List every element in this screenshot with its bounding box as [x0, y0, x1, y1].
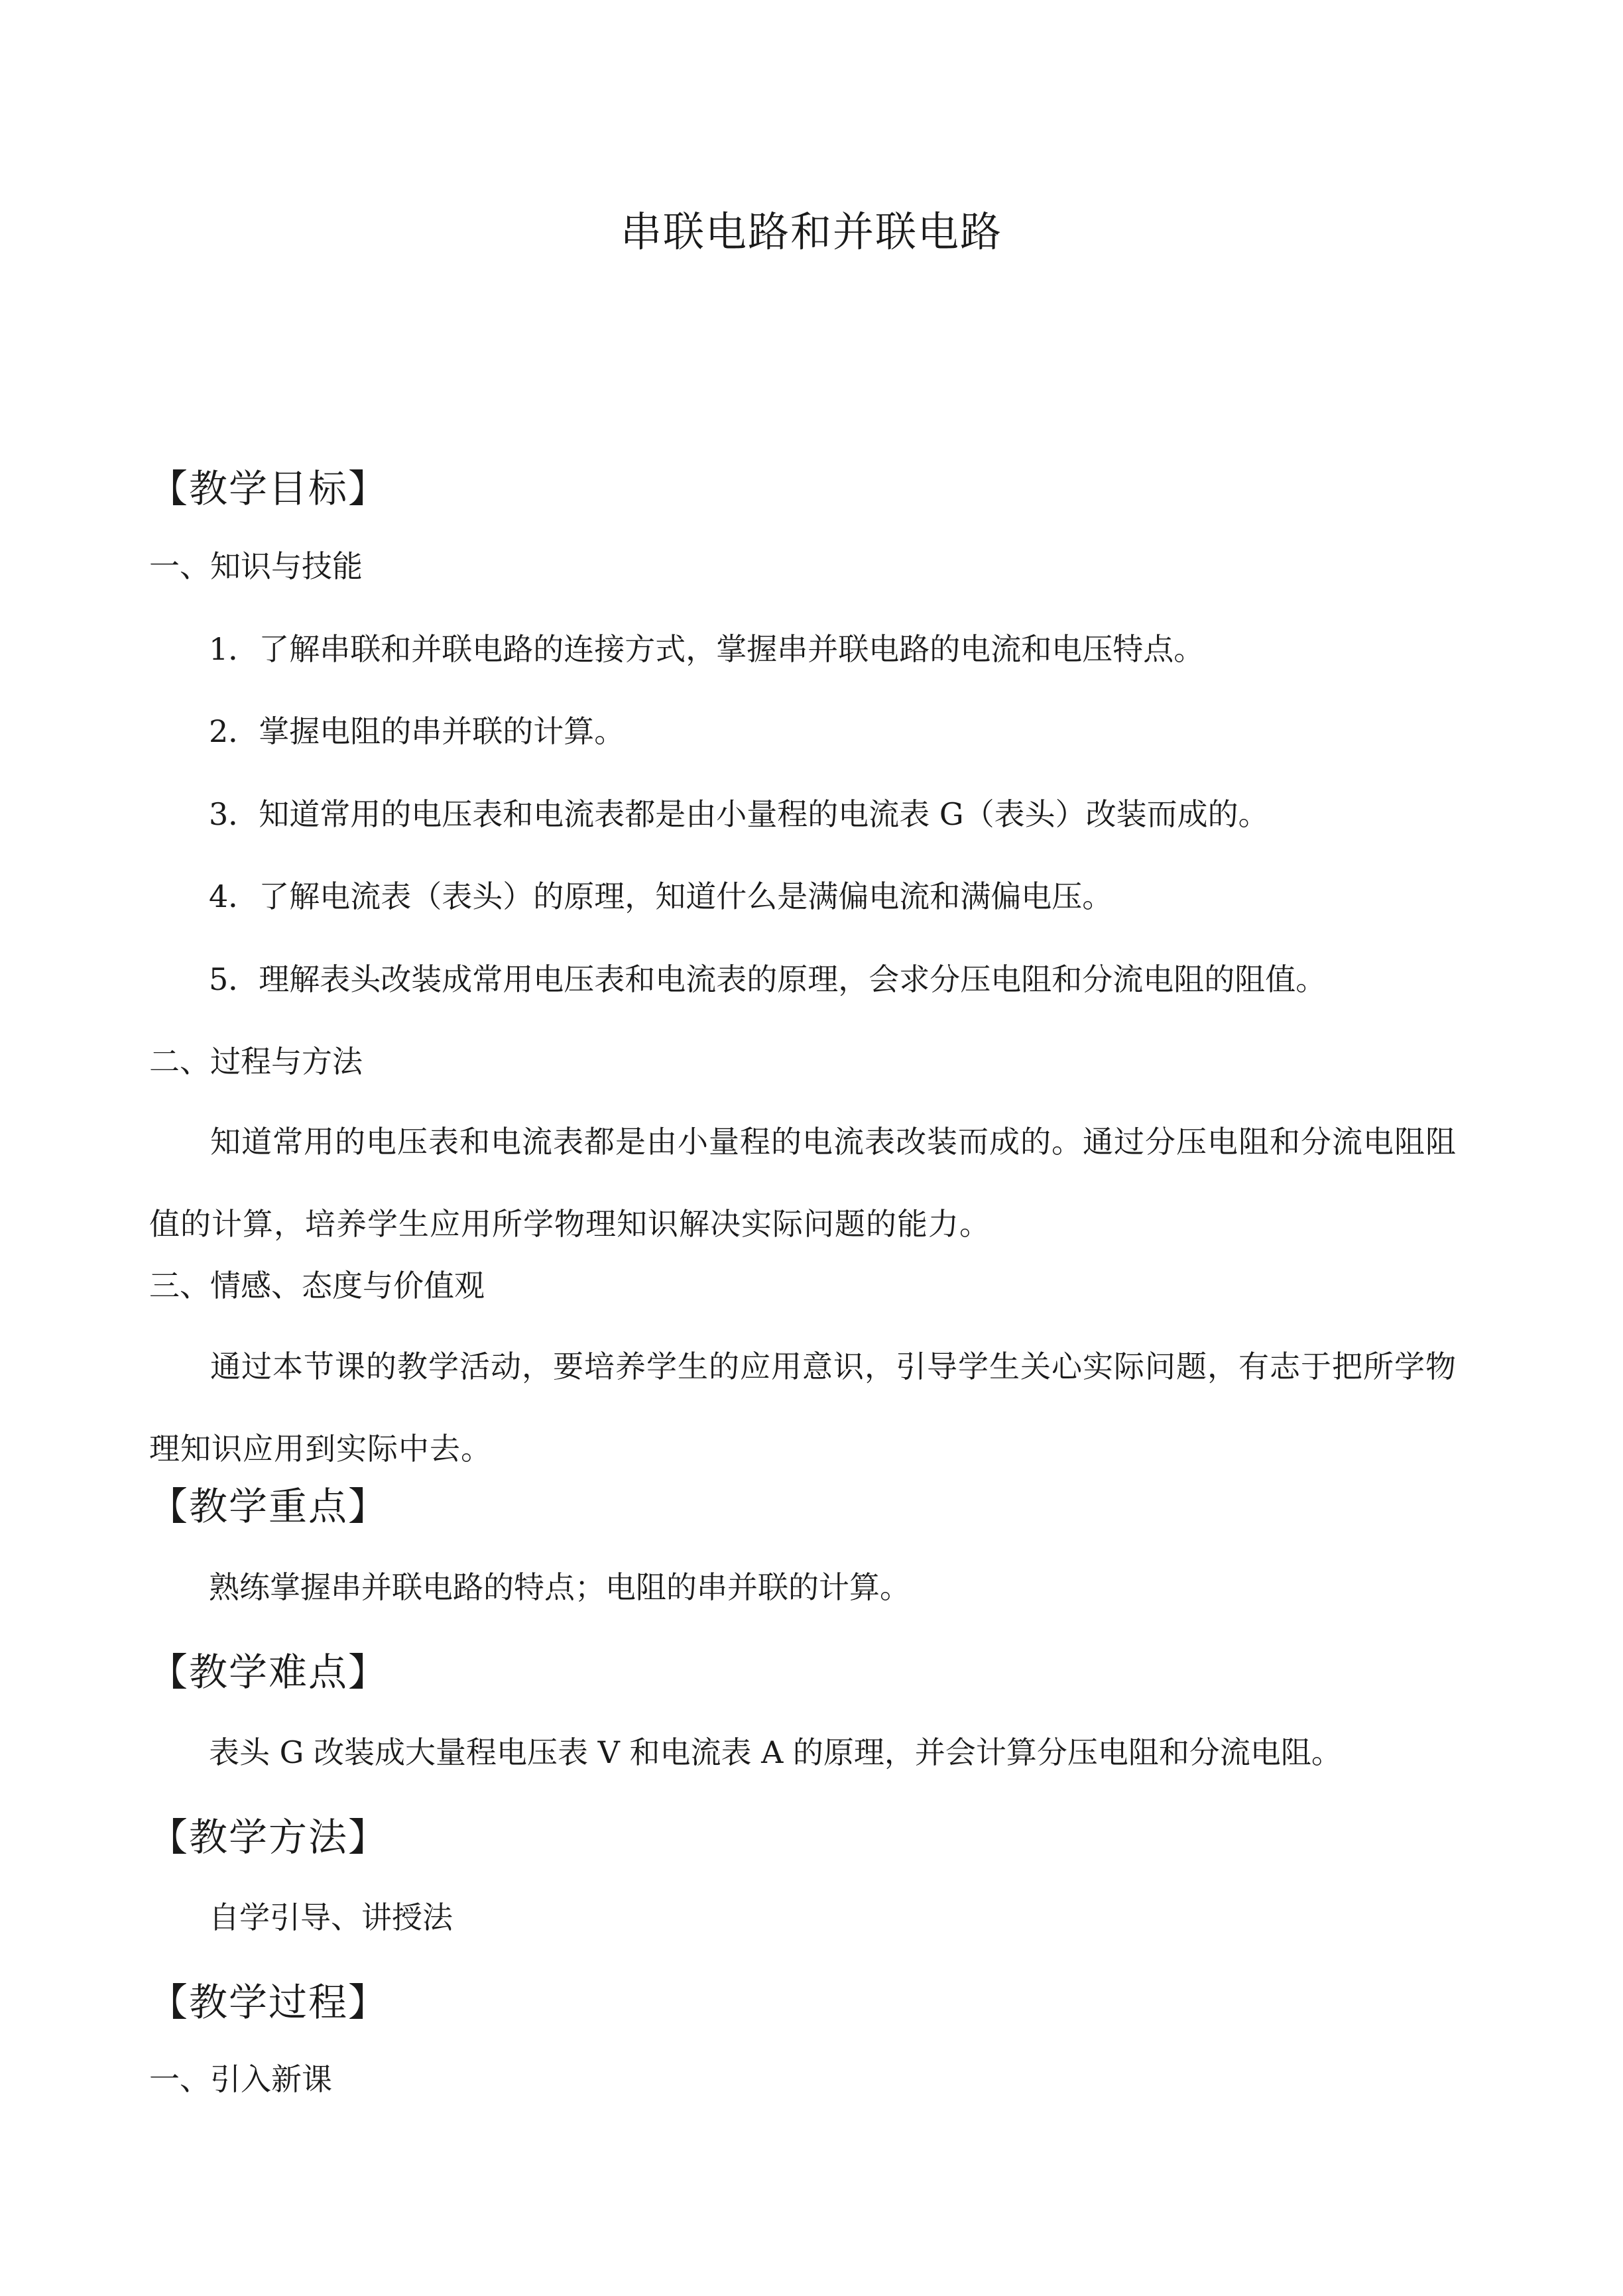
process-method-paragraph: 知道常用的电压表和电流表都是由小量程的电流表改装而成的。通过分压电阻和分流电阻阻值的计算，培养学生应用所学物理知识解决实际问题的能力。: [149, 1124, 1457, 1242]
objective-item: 1．了解串联和并联电路的连接方式，掌握串并联电路的电流和电压特点。: [209, 631, 1205, 667]
teaching-process-heading: 【教学过程】: [149, 1980, 389, 2025]
attitude-values-paragraph: 通过本节课的教学活动，要培养学生的应用意识，引导学生关心实际问题，有志于把所学物理知识应用到实际中去。: [149, 1349, 1457, 1467]
objective-item: 3．知道常用的电压表和电流表都是由小量程的电流表 G（表头）改装而成的。: [209, 796, 1269, 832]
key-points-text: 熟练掌握串并联电路的特点；电阻的串并联的计算。: [209, 1569, 910, 1605]
objective-item: 4．了解电流表（表头）的原理，知道什么是满偏电流和满偏电压。: [209, 878, 1113, 914]
difficulties-heading: 【教学难点】: [149, 1650, 389, 1695]
key-points-heading: 【教学重点】: [149, 1484, 389, 1529]
document-title: 串联电路和并联电路: [620, 208, 1002, 256]
process-method-heading: 二、过程与方法: [149, 1044, 363, 1079]
objectives-heading: 【教学目标】: [149, 466, 389, 511]
attitude-values-heading: 三、情感、态度与价值观: [149, 1268, 485, 1303]
methods-heading: 【教学方法】: [149, 1815, 389, 1860]
difficulties-text: 表头 G 改装成大量程电压表 V 和电流表 A 的原理，并会计算分压电阻和分流电阻。: [209, 1734, 1342, 1770]
objective-item: 5．理解表头改装成常用电压表和电流表的原理，会求分压电阻和分流电阻的阻值。: [209, 961, 1327, 997]
intro-new-lesson-heading: 一、引入新课: [149, 2061, 332, 2097]
objective-item: 2．掌握电阻的串并联的计算。: [209, 713, 625, 749]
knowledge-skills-heading: 一、知识与技能: [149, 548, 363, 584]
methods-text: 自学引导、讲授法: [209, 1900, 453, 1935]
